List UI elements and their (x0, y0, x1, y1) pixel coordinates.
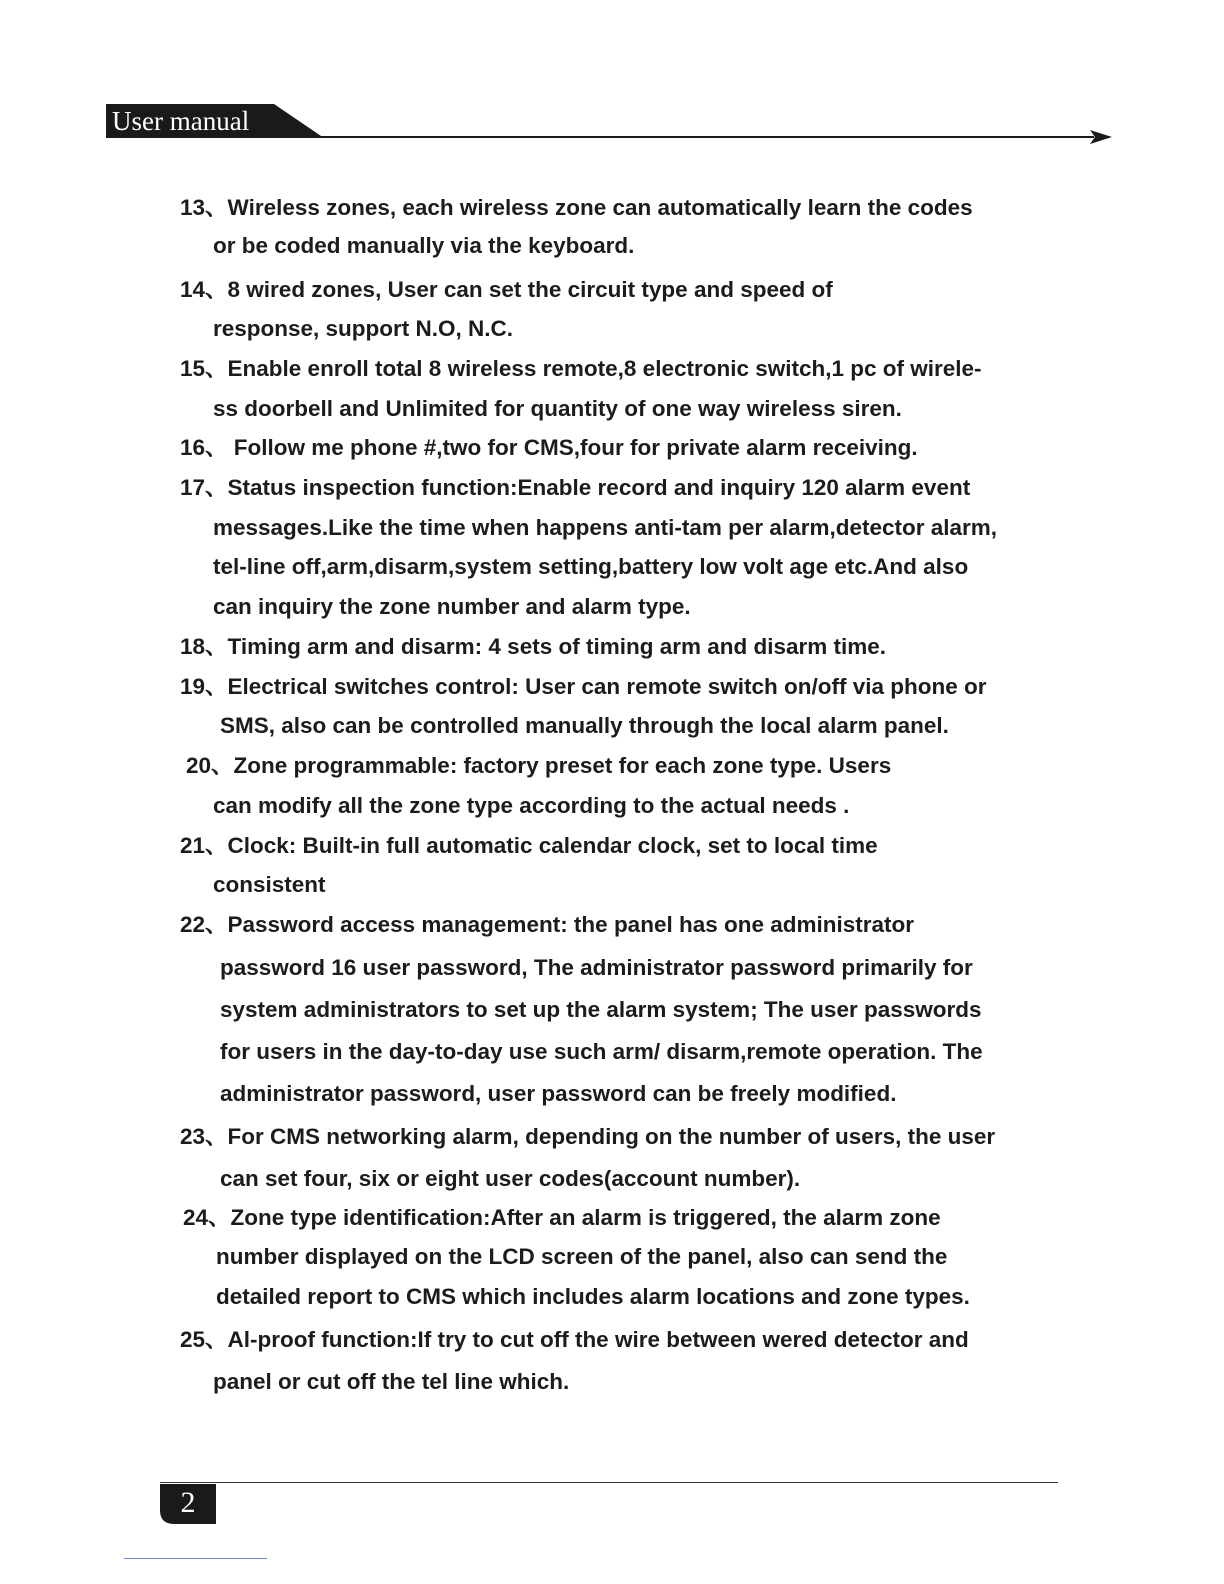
footer-rule (160, 1482, 1058, 1483)
item-22-line-1: 22、Password access management: the panel has one administrator (180, 912, 915, 937)
item-22-line-4: for users in the day-to-day use such arm/ disarm,remote operation. The (220, 1039, 983, 1064)
item-18-line-1: 18、Timing arm and disarm: 4 sets of timing arm and disarm time. (180, 634, 887, 659)
item-16-line-1: 16、 Follow me phone #,two for CMS,four for private alarm receiving. (180, 435, 918, 460)
item-19-line-1: 19、Electrical switches control: User can remote switch on/off via phone or (180, 674, 987, 699)
item-22-line-3: system administrators to set up the alarm system; The user passwords (220, 997, 982, 1022)
item-14-line-2: response, support N.O, N.C. (213, 316, 514, 341)
item-25-line-1: 25、Al-proof function:If try to cut off the wire between wered detector and (180, 1327, 969, 1352)
item-21-line-2: consistent (213, 872, 326, 897)
item-24-line-3: detailed report to CMS which includes alarm locations and zone types. (216, 1284, 970, 1309)
item-22-line-5: administrator password, user password can be freely modified. (220, 1081, 897, 1106)
item-22-line-2: password 16 user password, The administrator password primarily for (220, 955, 973, 980)
item-13-line-2: or be coded manually via the keyboard. (213, 233, 635, 258)
item-20-line-2: can modify all the zone type according to the actual needs . (213, 793, 850, 818)
item-21-line-1: 21、Clock: Built-in full automatic calendar clock, set to local time (180, 833, 878, 858)
item-23-line-2: can set four, six or eight user codes(account number). (220, 1166, 801, 1191)
item-17-line-2: messages.Like the time when happens anti-tam per alarm,detector alarm, (213, 515, 998, 540)
item-13-line-1: 13、Wireless zones, each wireless zone can automatically learn the codes (180, 195, 973, 220)
item-17-line-3: tel-line off,arm,disarm,system setting,battery low volt age etc.And also (213, 554, 969, 579)
page-number: 2 (180, 1486, 196, 1519)
item-15-line-1: 15、Enable enroll total 8 wireless remote,8 electronic switch,1 pc of wirele- (180, 356, 982, 381)
item-19-line-2: SMS, also can be controlled manually through the local alarm panel. (220, 713, 949, 738)
item-17-line-4: can inquiry the zone number and alarm type. (213, 594, 691, 619)
item-25-line-2: panel or cut off the tel line which. (213, 1369, 570, 1394)
header-title: User manual (112, 106, 250, 136)
item-17-line-1: 17、Status inspection function:Enable record and inquiry 120 alarm event (180, 475, 971, 500)
item-20-line-1: 20、Zone programmable: factory preset for each zone type. Users (186, 753, 892, 778)
item-14-line-1: 14、8 wired zones, User can set the circuit type and speed of (180, 277, 833, 302)
item-24-line-2: number displayed on the LCD screen of the panel, also can send the (216, 1244, 948, 1269)
bottom-link-line (124, 1558, 267, 1559)
item-23-line-1: 23、For CMS networking alarm, depending on the number of users, the user (180, 1124, 996, 1149)
item-15-line-2: ss doorbell and Unlimited for quantity of one way wireless siren. (213, 396, 902, 421)
item-24-line-1: 24、Zone type identification:After an alarm is triggered, the alarm zone (183, 1205, 941, 1230)
